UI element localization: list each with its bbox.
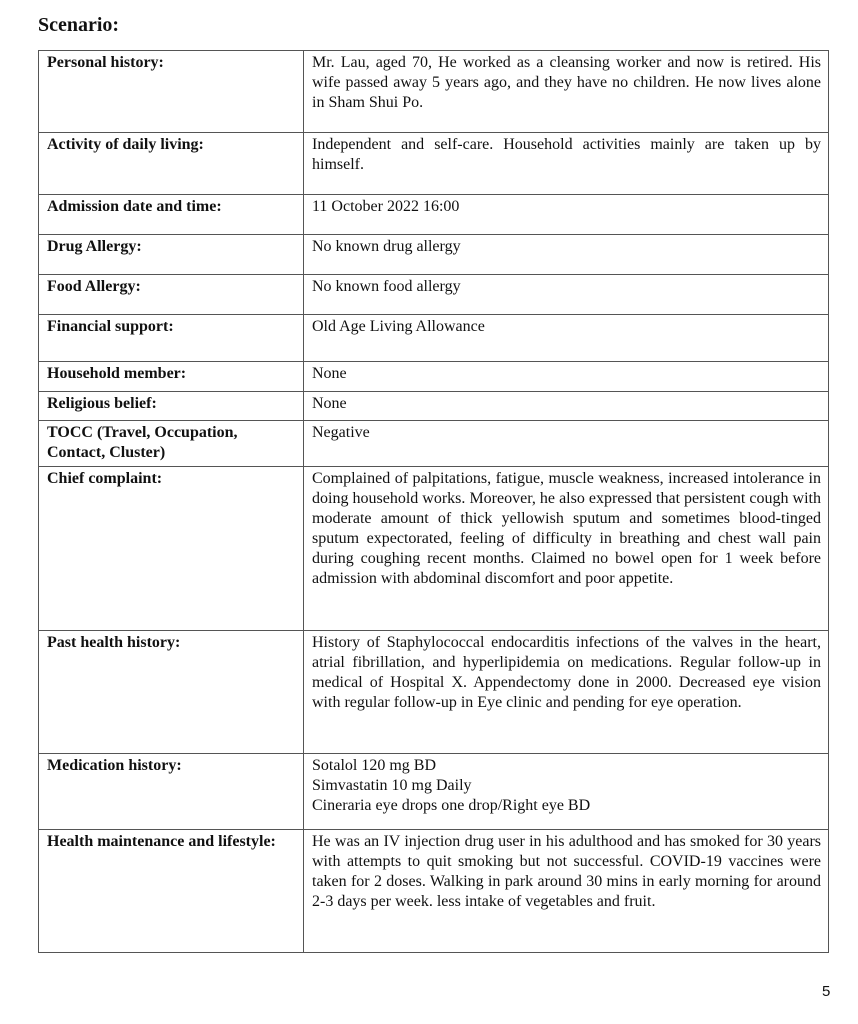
scenario-table: [38, 50, 829, 953]
row-label: Activity of daily living:: [39, 133, 304, 195]
table-row-activity-daily-living: [39, 133, 829, 195]
row-value: [304, 754, 829, 830]
table-row-religious-belief: [39, 392, 829, 421]
medication-line: Sotalol 120 mg BD: [312, 757, 437, 774]
row-label: Past health history:: [39, 631, 304, 754]
row-value: 11 October 2022 16:00: [304, 195, 829, 235]
row-label: Chief complaint:: [39, 467, 304, 631]
row-value: Mr. Lau, aged 70, He worked as a cleansing worker and now is retired. His wife passed away 5 years ago, and they have no children. He now lives alone in Sham Shui Po.: [304, 51, 829, 133]
table-row-past-health-history: [39, 631, 829, 754]
table-row-chief-complaint: [39, 467, 829, 631]
row-value: No known drug allergy: [304, 235, 829, 275]
table-row-health-maintenance: [39, 830, 829, 953]
row-label: Health maintenance and lifestyle:: [39, 830, 304, 953]
row-label: Drug Allergy:: [39, 235, 304, 275]
row-label: Religious belief:: [39, 392, 304, 421]
page-number: 5: [822, 983, 831, 1000]
row-label: Personal history:: [39, 51, 304, 133]
row-value: Old Age Living Allowance: [304, 315, 829, 362]
row-value: History of Staphylococcal endocarditis infections of the valves in the heart, atrial fibrillation, and hyperlipidemia on medications. Regular follow-up in medical of Hospital X. Appendectomy done in 2000. Decreased eye vision with regular follow-up in Eye clinic and pending for eye operation.: [304, 631, 829, 754]
row-value: None: [304, 362, 829, 392]
table-row-drug-allergy: [39, 235, 829, 275]
table-row-household-member: [39, 362, 829, 392]
row-value: Independent and self-care. Household activities mainly are taken up by himself.: [304, 133, 829, 195]
row-value: None: [304, 392, 829, 421]
row-value: Complained of palpitations, fatigue, muscle weakness, increased intolerance in doing household works. Moreover, he also expressed that persistent cough with moderate amount of thick yellowish sputum and sometimes blood-tinged sputum expectorated, feeling of difficulty in breathing and chest wall pain during coughing recent months. Claimed no bowel open for 1 week before admission with abdominal discomfort and poor appetite.: [304, 467, 829, 631]
row-value: No known food allergy: [304, 275, 829, 315]
row-label: Medication history:: [39, 754, 304, 830]
medication-line: Simvastatin 10 mg Daily: [312, 777, 472, 794]
row-label: TOCC (Travel, Occupation, Contact, Cluster): [39, 421, 304, 467]
table-row-admission-date: [39, 195, 829, 235]
row-label: Household member:: [39, 362, 304, 392]
table-row-financial-support: [39, 315, 829, 362]
row-value: He was an IV injection drug user in his adulthood and has smoked for 30 years with attempts to quit smoking but not successful. COVID-19 vaccines were taken for 2 doses. Walking in park around 30 mins in early morning for around 2-3 days per week. less intake of vegetables and fruit.: [304, 830, 829, 953]
row-label: Financial support:: [39, 315, 304, 362]
row-label: Admission date and time:: [39, 195, 304, 235]
row-value: Negative: [304, 421, 829, 467]
table-row-medication-history: [39, 754, 829, 830]
table-row-food-allergy: [39, 275, 829, 315]
table-row-tocc: [39, 421, 829, 467]
medication-line: Cineraria eye drops one drop/Right eye BD: [312, 797, 591, 814]
page-title: Scenario:: [38, 14, 120, 36]
row-label: Food Allergy:: [39, 275, 304, 315]
table-row-personal-history: [39, 51, 829, 133]
